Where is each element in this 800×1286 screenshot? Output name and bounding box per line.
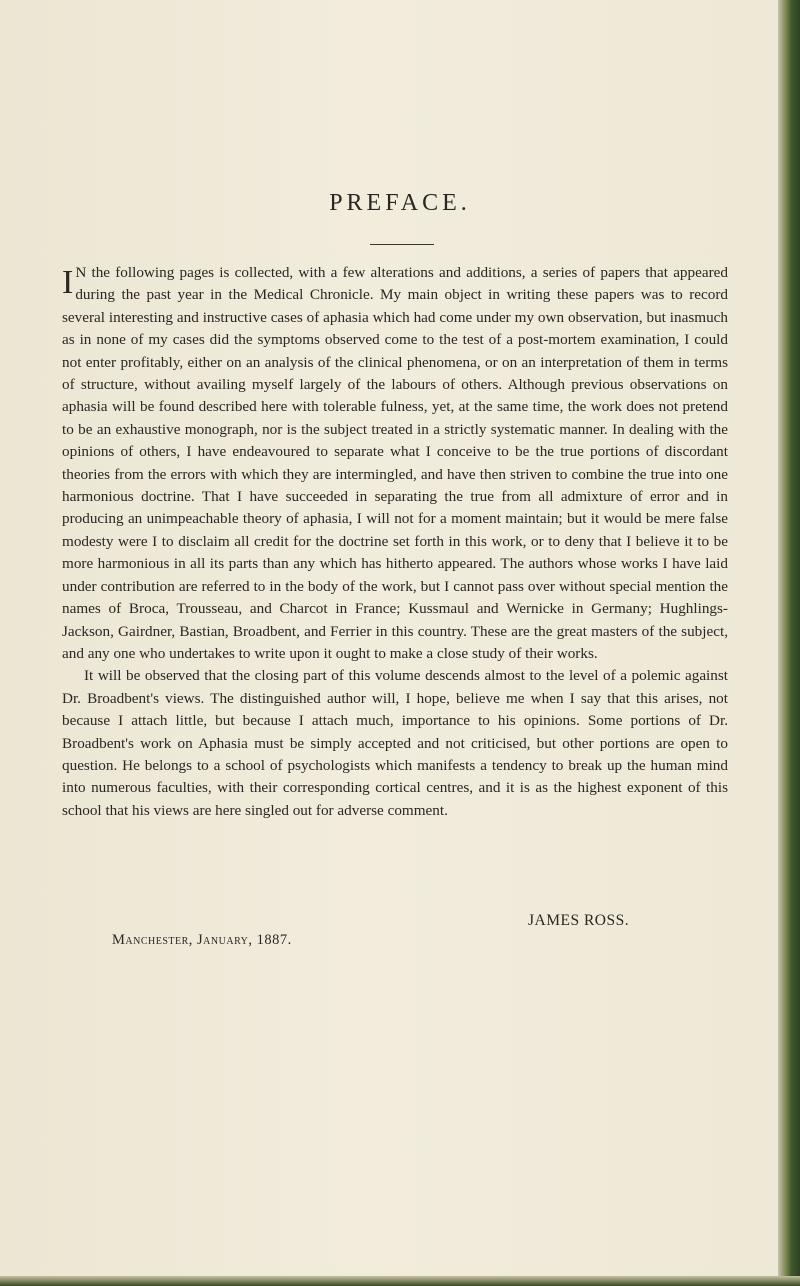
- paragraph-1-text: N the following pages is collected, with a few alterations and additions, a series of papers that appeared during the past year in the Medical Chronicle. My main object in writing these papers was to record several interesting and instructive cases of aphasia which had come under my own observation, but inasmuch as in none of my cases did the symptoms observed come to the test of a post-mortem examination, I could not enter profitably, either on an analysis of the clinical phenomena, or on an interpretation of them in terms of structure, without availing myself largely of the labours of others. Although previous observations on aphasia will be found described here with tolerable fulness, yet, at the same time, the work does not pretend to be an exhaustive monograph, nor is the subject treated in a strictly systematic manner. In dealing with the opinions of others, I have endeavoured to separate what I conceive to be the true portions of discordant theories from the errors with which they are intermingled, and have then striven to combine the true into one harmonious doctrine. That I have succeeded in separating the true from all admixture of error and in producing an unimpeachable theory of aphasia, I will not for a moment maintain; but it would be mere false modesty were I to disclaim all credit for the doctrine set forth in this work, or to deny that I believe it to be more harmonious in all its parts than any which has hitherto appeared. The authors whose works I have laid under contribution are referred to in the body of the work, but I cannot pass over without special mention the names of Broca, Trousseau, and Charcot in France; Kussmaul and Wernicke in Germany; Hughlings-Jackson, Gairdner, Bastian, Broadbent, and Ferrier in this country. These are the great masters of the subject, and any one who undertakes to write upon it ought to make a close study of their works.: [62, 264, 728, 662]
- paragraph-1: [62, 262, 728, 665]
- paragraph-2: It will be observed that the closing part of this volume descends almost to the level of a polemic against Dr. Broadbent's views. The distinguished author will, I hope, believe me when I say that this arises, not because I attach little, but because I attach much, importance to his opinions. Some portions of Dr. Broadbent's work on Aphasia must be simply accepted and not criticised, but other portions are open to question. He belongs to a school of psychologists which manifests a tendency to break up the human mind into numerous faculties, with their corresponding cortical centres, and it is as the highest exponent of this school that his views are here singled out for adverse comment.: [62, 667, 728, 819]
- page-bottom-edge: [0, 1276, 800, 1286]
- drop-cap: I: [62, 264, 74, 301]
- page-title: PREFACE.: [329, 190, 471, 216]
- place-and-date: Manchester, January, 1887.: [112, 932, 292, 948]
- preface-body: [62, 262, 728, 822]
- author-signature: JAMES ROSS.: [528, 912, 630, 929]
- title-divider: [370, 244, 434, 245]
